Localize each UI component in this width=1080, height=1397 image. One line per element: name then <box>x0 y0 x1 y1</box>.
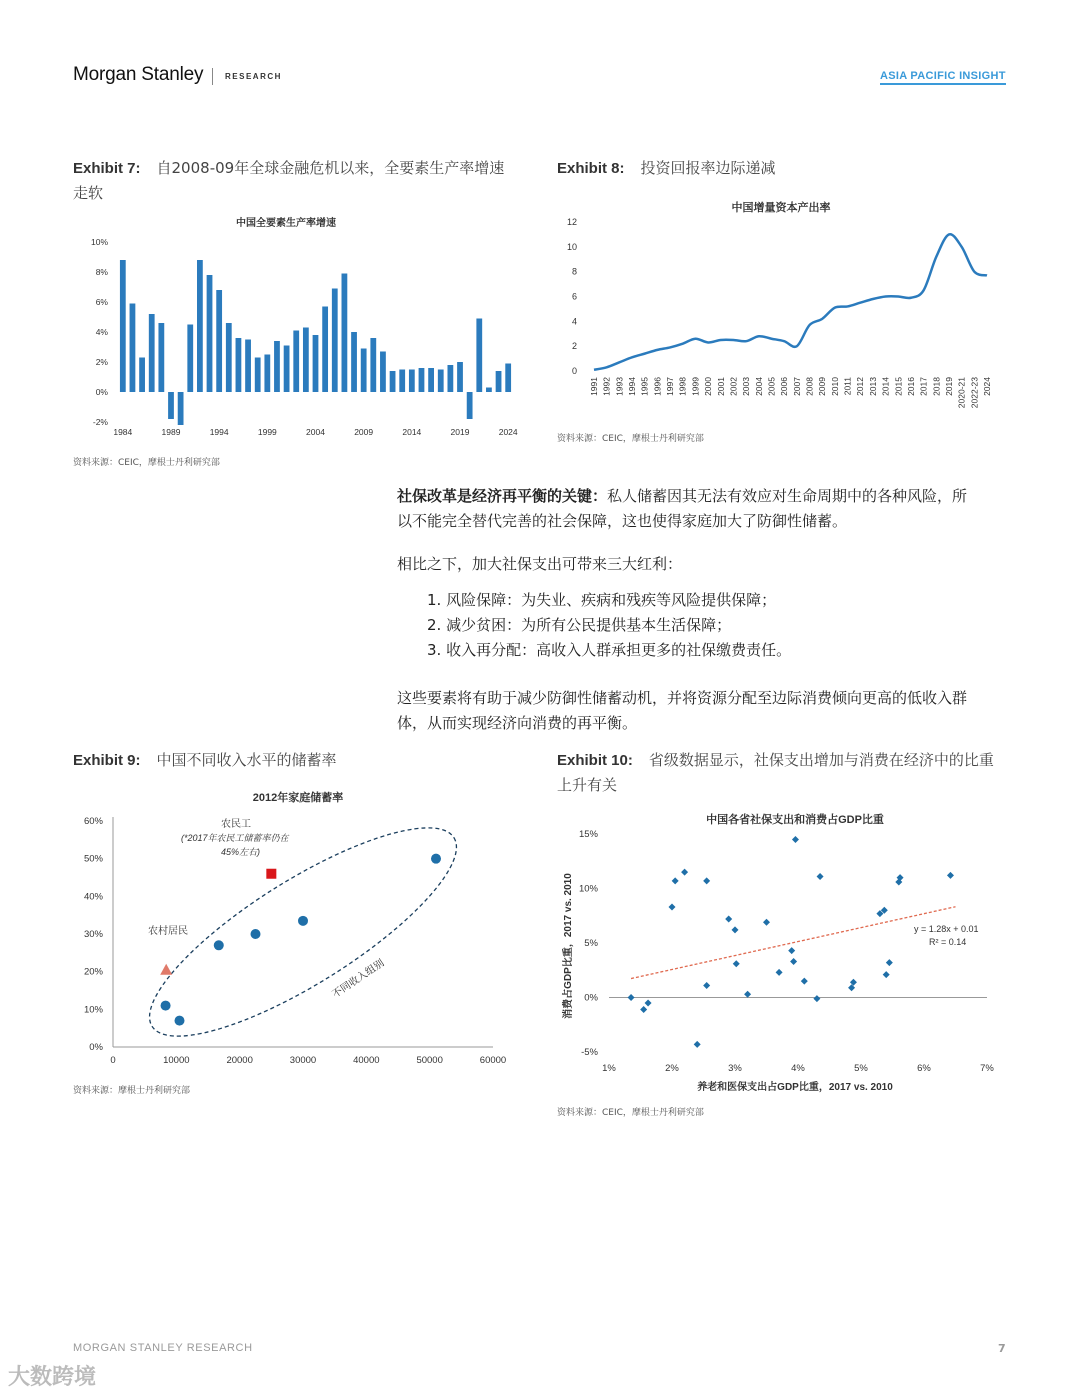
para1-bold: 社保改革是经济再平衡的关键： <box>397 487 608 505</box>
para3-line1: 这些要素将有助于减少防御性储蓄动机，并将资源分配至边际消费倾向更高的低收入群 <box>397 689 968 707</box>
bar-2003 <box>303 328 309 393</box>
x-tick-label: 2019 <box>943 377 954 396</box>
y-tick-label: 10% <box>90 237 108 247</box>
x-tick-label: 3% <box>728 1063 742 1074</box>
exhibit7-heading <box>73 156 523 206</box>
income-group-point <box>161 1001 171 1011</box>
x-tick-label: 2020-21 <box>956 377 967 409</box>
x-tick-label: 60000 <box>479 1055 507 1066</box>
y-tick-label: 2 <box>571 341 577 352</box>
bar-2010 <box>370 338 376 392</box>
x-tick-label: 2002 <box>728 377 739 396</box>
list-item: 3. 收入再分配：高收入人群承担更多的社保缴费责任。 <box>427 641 792 659</box>
logo-divider <box>212 68 213 85</box>
province-point <box>703 982 710 989</box>
header-section: RESEARCH <box>225 72 282 81</box>
groups-label: 不同收入组别 <box>330 957 387 1001</box>
province-point <box>645 999 652 1006</box>
bar-2019 <box>457 362 463 392</box>
province-point <box>801 978 808 985</box>
province-point <box>947 872 954 879</box>
y-tick-label: 60% <box>83 816 103 827</box>
province-point <box>733 960 740 967</box>
x-tick-label: 2016 <box>905 377 916 396</box>
exhibit7-title-line1: 自2008-09年全球金融危机以来，全要素生产率增速 <box>156 159 505 177</box>
exhibit7-source: 资料来源：CEIC，摩根士丹利研究部 <box>73 458 220 468</box>
watermark: 大数跨境 <box>8 1365 97 1390</box>
exhibit8-label: Exhibit 8: <box>557 160 625 177</box>
province-point <box>763 919 770 926</box>
x-tick-label: 1991 <box>589 377 599 396</box>
province-point <box>681 869 688 876</box>
bar-1988 <box>158 323 164 392</box>
exhibit9-chart-title: 2012年家庭储蓄率 <box>252 792 344 804</box>
trendline <box>631 907 955 979</box>
x-tick-label: 4% <box>791 1063 805 1074</box>
bar-2008 <box>351 332 357 392</box>
income-group-point <box>214 940 224 950</box>
province-point <box>817 873 824 880</box>
exhibit7-chart-title: 中国全要素生产率增速 <box>236 218 336 229</box>
y-tick-label: 50% <box>83 853 103 865</box>
x-tick-label: 1996 <box>652 377 663 396</box>
x-tick-label: 40000 <box>353 1055 380 1066</box>
y-tick-label: 10% <box>578 883 598 895</box>
bar-1994 <box>216 290 222 392</box>
bar-2012 <box>390 371 396 392</box>
exhibit7-title-line2: 走软 <box>73 184 104 202</box>
y-tick-label: 4% <box>95 327 108 337</box>
list-item: 1. 风险保障：为失业、疾病和残疾等风险提供保障； <box>427 591 777 609</box>
para1-rest: 私人储蓄因其无法有效应对生命周期中的各种风险，所 <box>607 487 968 505</box>
bar-1999 <box>264 355 270 393</box>
bar-1997 <box>245 340 251 393</box>
x-tick-label: 2000 <box>703 377 714 396</box>
x-tick-label: 2024 <box>982 377 992 396</box>
x-tick-label: 2017 <box>918 377 929 396</box>
y-tick-label: 40% <box>83 891 103 903</box>
body-paragraph-3 <box>397 686 1009 736</box>
province-point <box>744 991 751 998</box>
x-tick-label: 1992 <box>601 377 612 396</box>
exhibit8-series-line <box>594 234 987 370</box>
x-tick-label: 2004 <box>753 377 764 396</box>
para1-line2: 以不能完全替代完善的社会保障，这也使得家庭加大了防御性储蓄。 <box>397 512 848 530</box>
exhibit8-title: 投资回报率边际递减 <box>640 159 776 177</box>
province-point <box>792 836 799 843</box>
exhibit10-title-line2: 上升有关 <box>557 776 618 794</box>
rural-point <box>160 964 172 975</box>
bar-2013 <box>399 370 405 393</box>
x-tick-label: 2014 <box>402 427 422 437</box>
exhibit10-chart <box>557 806 1007 1098</box>
province-point <box>848 984 855 991</box>
exhibit9-chart <box>73 785 523 1075</box>
x-tick-label: 2007 <box>791 377 802 396</box>
x-tick-label: 1999 <box>690 377 701 396</box>
bar-1996 <box>236 338 242 392</box>
y-tick-label: 6% <box>95 297 108 307</box>
x-tick-label: 10000 <box>163 1055 190 1066</box>
migrant-label: 农民工 <box>221 819 251 830</box>
bar-2015 <box>419 368 425 392</box>
page-number: 7 <box>998 1342 1006 1355</box>
exhibit9-source: 资料来源：摩根士丹利研究部 <box>73 1086 191 1096</box>
y-tick-label: 4 <box>571 316 577 327</box>
migrant-note-line1: (*2017年农民工储蓄率仍在 <box>181 833 289 843</box>
y-tick-label: 8 <box>571 266 577 277</box>
exhibit9-label: Exhibit 9: <box>73 752 141 769</box>
x-tick-label: 2009 <box>354 427 374 437</box>
province-point <box>850 979 857 986</box>
x-tick-label: 50000 <box>416 1055 443 1066</box>
bar-1998 <box>255 358 261 393</box>
bar-2004 <box>313 335 319 392</box>
x-tick-label: 2006 <box>779 377 790 396</box>
bar-2000 <box>274 341 280 392</box>
body-paragraph-2: 相比之下，加大社保支出可带来三大红利： <box>397 555 683 573</box>
x-tick-label: 1999 <box>257 427 277 437</box>
exhibit8-chart-title: 中国增量资本产出率 <box>731 202 831 214</box>
y-tick-label: 0 <box>571 366 577 376</box>
x-tick-label: 2% <box>665 1063 679 1074</box>
y-tick-label: 6 <box>571 291 577 302</box>
bar-1985 <box>130 304 136 393</box>
y-tick-label: 15% <box>578 829 598 840</box>
income-group-point <box>175 1016 185 1026</box>
province-point <box>776 969 783 976</box>
x-tick-label: 2011 <box>842 377 853 396</box>
x-tick-label: 6% <box>917 1063 931 1074</box>
bar-1986 <box>139 358 145 393</box>
bar-2005 <box>322 307 328 393</box>
exhibit10-xlabel: 养老和医保支出占GDP比重，2017 vs. 2010 <box>697 1082 893 1093</box>
exhibit10-chart-title: 中国各省社保支出和消费占GDP比重 <box>706 814 884 826</box>
x-tick-label: 1997 <box>665 377 676 396</box>
x-tick-label: 1984 <box>113 427 133 437</box>
bar-2018 <box>447 365 453 392</box>
bar-2009 <box>361 349 367 393</box>
y-tick-label: 12 <box>566 217 577 227</box>
province-point <box>883 971 890 978</box>
exhibit9-heading <box>73 748 523 773</box>
bar-2002 <box>293 331 299 393</box>
x-tick-label: 2003 <box>741 377 752 396</box>
bar-2007 <box>342 274 348 393</box>
series-underline <box>880 83 1006 85</box>
x-tick-label: 1993 <box>614 377 625 396</box>
y-tick-label: 10% <box>83 1004 103 1016</box>
x-tick-label: 20000 <box>226 1055 253 1066</box>
brand-logo: Morgan Stanley <box>73 64 204 85</box>
province-point <box>886 959 893 966</box>
income-group-point <box>298 916 308 926</box>
exhibit10-heading <box>557 748 1017 798</box>
province-point <box>628 994 635 1001</box>
bar-1992 <box>197 260 203 392</box>
exhibit10-ylabel: 消费占GDP比重，2017 vs. 2010 <box>563 873 574 1019</box>
y-tick-label: 2% <box>95 357 108 367</box>
bar-2023 <box>496 371 502 392</box>
bar-2021 <box>476 319 482 393</box>
x-tick-label: 1998 <box>677 377 688 396</box>
y-tick-label: 20% <box>83 966 103 978</box>
province-point <box>669 904 676 911</box>
income-group-point <box>251 929 261 939</box>
province-point <box>725 916 732 923</box>
x-tick-label: 7% <box>980 1063 994 1074</box>
exhibit7-label: Exhibit 7: <box>73 160 141 177</box>
exhibit10-label: Exhibit 10: <box>557 752 633 769</box>
exhibit10-title-line1: 省级数据显示，社保支出增加与消费在经济中的比重 <box>648 751 994 769</box>
bar-1984 <box>120 260 126 392</box>
province-point <box>703 877 710 884</box>
x-tick-label: 2009 <box>817 377 828 396</box>
footer-text: MORGAN STANLEY RESEARCH <box>73 1342 253 1354</box>
province-point <box>640 1006 647 1013</box>
x-tick-label: 2015 <box>893 377 904 396</box>
bar-2006 <box>332 289 338 393</box>
income-group-point <box>431 854 441 864</box>
province-point <box>790 958 797 965</box>
trend-equation: y = 1.28x + 0.01 <box>914 924 979 934</box>
trend-r2: R² = 0.14 <box>929 937 967 947</box>
body-paragraph-1 <box>397 484 1009 534</box>
province-point <box>694 1041 701 1048</box>
province-point <box>788 947 795 954</box>
bar-2001 <box>284 346 290 393</box>
bar-1990 <box>178 392 184 425</box>
bar-2017 <box>438 370 444 393</box>
series-title: ASIA PACIFIC INSIGHT <box>880 70 1006 82</box>
x-tick-label: 1994 <box>627 377 638 396</box>
x-tick-label: 2012 <box>855 377 866 396</box>
x-tick-label: 2005 <box>766 377 777 396</box>
x-tick-label: 1% <box>602 1063 616 1074</box>
migrant-point <box>266 869 276 879</box>
list-item: 2. 减少贫困：为所有公民提供基本生活保障； <box>427 616 732 634</box>
bar-1995 <box>226 323 232 392</box>
x-tick-label: 0 <box>110 1055 116 1066</box>
bar-1993 <box>207 275 213 392</box>
para3-line2: 体，从而实现经济向消费的再平衡。 <box>397 714 638 732</box>
y-tick-label: 8% <box>95 267 108 277</box>
x-tick-label: 2022-23 <box>969 377 980 409</box>
x-tick-label: 1989 <box>161 427 181 437</box>
y-tick-label: 0% <box>584 992 598 1004</box>
exhibit8-chart <box>557 195 1007 425</box>
exhibit10-source: 资料来源：CEIC，摩根士丹利研究部 <box>557 1108 704 1118</box>
y-tick-label: 30% <box>83 929 103 940</box>
y-tick-label: 10 <box>566 241 577 252</box>
bar-1987 <box>149 314 155 392</box>
bar-1991 <box>187 325 193 393</box>
bar-2022 <box>486 388 492 393</box>
x-tick-label: 2010 <box>829 377 840 396</box>
benefits-list <box>427 588 1007 663</box>
province-point <box>813 995 820 1002</box>
x-tick-label: 2019 <box>450 427 470 437</box>
x-tick-label: 30000 <box>289 1055 317 1066</box>
x-tick-label: 2001 <box>715 377 726 396</box>
bar-2024 <box>505 364 511 393</box>
x-tick-label: 5% <box>854 1063 868 1074</box>
x-tick-label: 2008 <box>804 377 815 396</box>
exhibit8-source: 资料来源：CEIC，摩根士丹利研究部 <box>557 434 704 444</box>
y-tick-label: 0% <box>95 387 108 397</box>
x-tick-label: 2024 <box>498 427 518 437</box>
y-tick-label: -5% <box>581 1047 598 1058</box>
bar-2014 <box>409 370 415 393</box>
x-tick-label: 2013 <box>867 377 878 396</box>
x-tick-label: 1995 <box>639 377 650 396</box>
y-tick-label: 5% <box>584 938 598 949</box>
x-tick-label: 2018 <box>931 377 942 396</box>
province-point <box>672 877 679 884</box>
migrant-note-line2: 45%左右) <box>221 847 261 857</box>
exhibit7-chart <box>73 212 523 442</box>
x-tick-label: 1994 <box>209 427 229 437</box>
bar-2020 <box>467 392 473 419</box>
bar-2011 <box>380 352 386 393</box>
rural-label: 农村居民 <box>148 926 188 937</box>
province-point <box>732 926 739 933</box>
exhibit9-title: 中国不同收入水平的储蓄率 <box>156 751 337 769</box>
x-tick-label: 2004 <box>306 427 325 437</box>
x-tick-label: 2014 <box>880 377 891 396</box>
y-tick-label: 0% <box>89 1042 103 1053</box>
y-tick-label: -2% <box>92 417 108 427</box>
exhibit8-heading <box>557 156 1007 181</box>
bar-2016 <box>428 368 434 392</box>
bar-1989 <box>168 392 174 419</box>
